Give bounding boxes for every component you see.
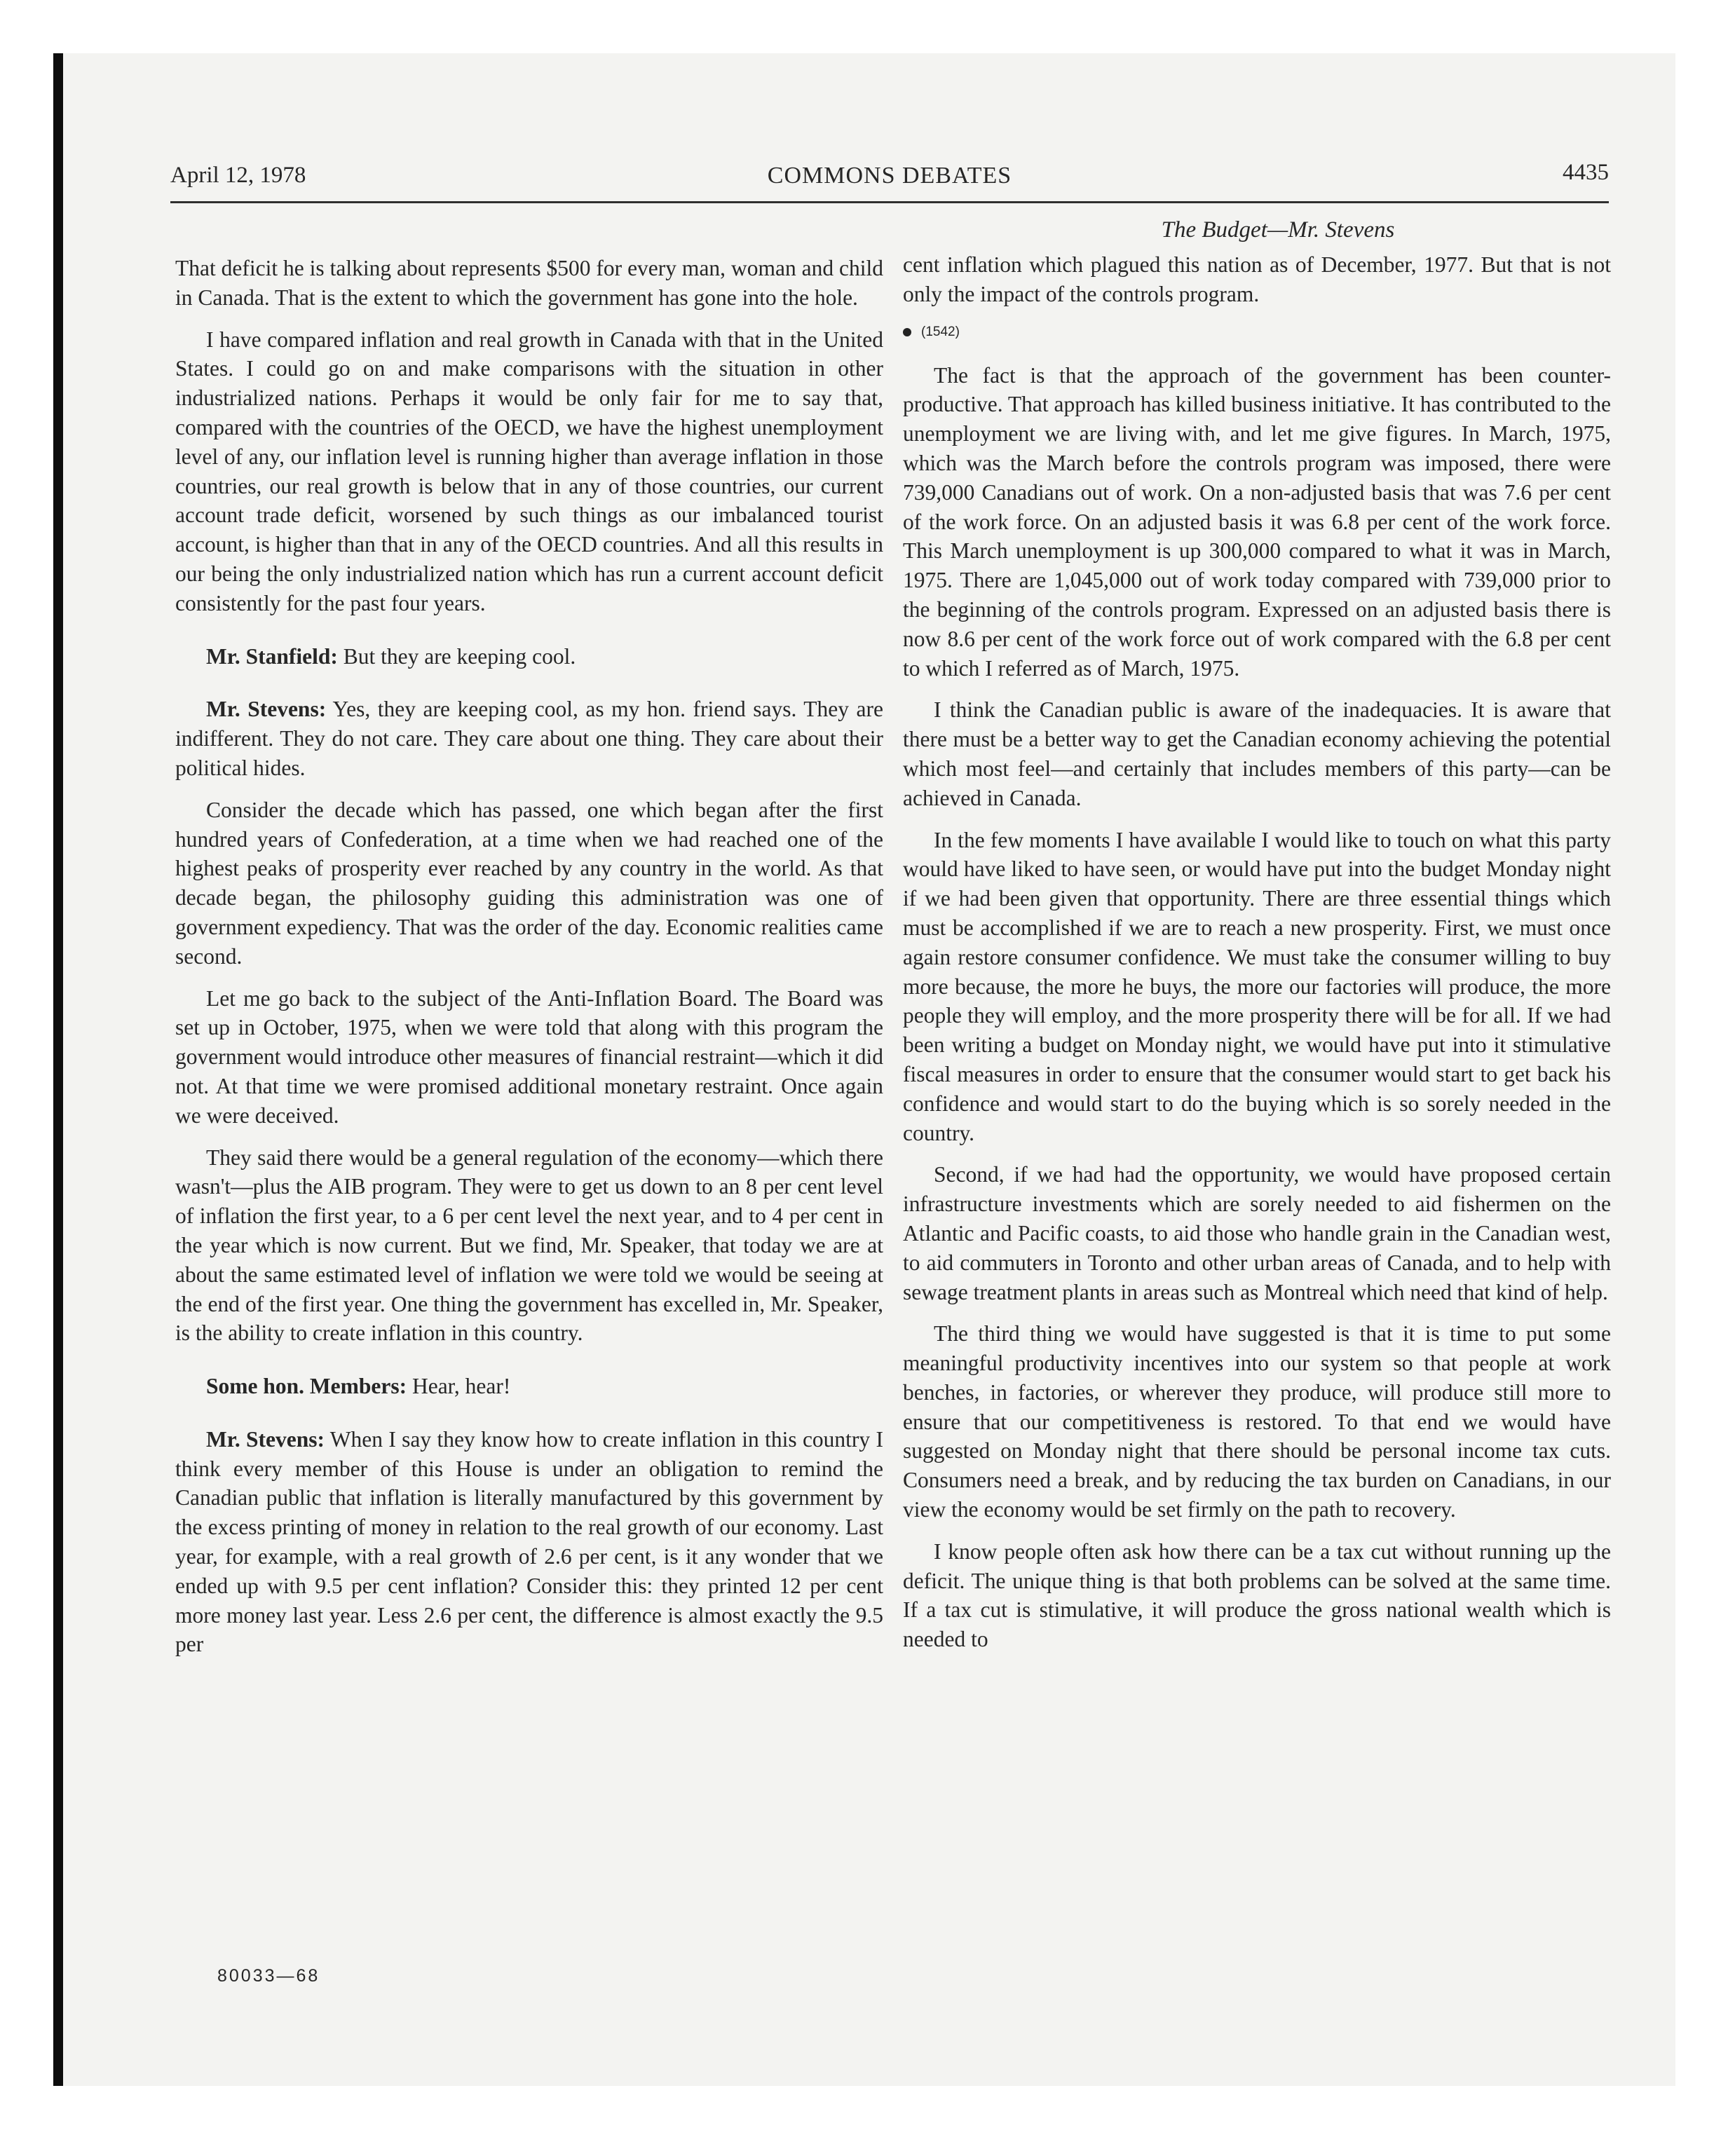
right-column [903,217,1611,1667]
paragraph: I know people often ask how there can be a tax cut without running up the deficit. The unique thing is that both problems can be solved at the same time. If a tax cut is stimulative, it will produce the gross national wealth which is needed to [903,1538,1611,1652]
speech-stevens [175,695,883,782]
paragraph: In the few moments I have available I would like to touch on what this party would have liked to have seen, or would have put into the budget Monday night if we had been given that opportunity. There are three essential things which must be accomplished if we are to reach a new prosperity. First, we must once again restore consumer confidence. We must take the consumer willing to buy more because, the more he buys, the more our factories will produce, the more people they will employ, and the more prosperity there will be for all. If we had been writing a budget on Monday night, we would have put into it stimulative fiscal measures in order to ensure that the consumer would start to get back his confidence and would start to do the buying which is so sorely needed in the country. [903,827,1611,1145]
timestamp-text: (1542) [921,324,960,339]
bullet-icon [903,328,911,336]
speech-members [175,1372,883,1401]
paragraph: I think the Canadian public is aware of the inadequacies. It is aware that there must be a better way to get the Canadian economy achieving the potential which most feel—and certainly that includes members of this party—can be achieved in Canada. [903,697,1611,810]
speaker-name: Some hon. Members: [206,1374,407,1399]
speech-text: When I say they know how to create inflation in this country I think every member of this House is under an obligation to remind the Canadian public that inflation is literally manufactured by this government by the excess printing of money in relation to the real growth of our economy. Last year, for example, with a real growth of 2.6 per cent, is it any wonder that we ended up with 9.5 per cent inflation? Consider this: they printed 12 per cent more money last year. Less 2.6 per cent, the difference is almost exactly the 9.5 per [175,1426,883,1657]
paragraph: cent inflation which plagued this nation as of December, 1977. But that is not only the impact of the controls program. [903,252,1611,306]
scan-edge-bar [53,53,63,2086]
timestamp-marker [903,325,1611,340]
paragraph: The fact is that the approach of the government has been counter-productive. That approach has killed business initiative. It has contributed to the unemployment we are living with, and let me give figures. In March, 1975, which was the March before the controls program was imposed, there were 739,000 Canadians out of work. On a non-adjusted basis that was 7.6 per cent of the work force. On an adjusted basis it was 6.8 per cent of the work force. This March unemployment is up 300,000 compared to what it was in March, 1975. There are 1,045,000 out of work today compared with 739,000 prior to the beginning of the controls program. Expressed on an adjusted basis there is now 8.6 per cent of the work force out of work compared with the 6.8 per cent to which I referred as of March, 1975. [903,362,1611,681]
header-date: April 12, 1978 [170,163,306,188]
running-head: The Budget—Mr. Stevens [1161,217,1395,243]
speaker-name: Mr. Stanfield: [206,643,338,669]
paragraph: Let me go back to the subject of the Anti-Inflation Board. The Board was set up in October, 1975, when we were told that along with this program the government would introduce other measures of financial restraint—which it did not. At that time we were promised additional monetary restraint. Once again we were deceived. [175,985,883,1128]
paragraph: I have compared inflation and real growth in Canada with that in the United States. I could go on and make comparisons with the situation in other industrialized nations. Perhaps it would be only fair for me to say that, compared with the countries of the OECD, we have the highest unemployment level of any, our inflation level is running higher than average inflation in those countries, our real growth is below that in any of those countries, our current account trade deficit, worsened by such things as our imbalanced tourist account, is higher than that in any of the OECD countries. And all this results in our being the only industrialized nation which has run a current account deficit consistently for the past four years. [175,327,883,615]
left-column [175,254,883,1672]
paragraph: Consider the decade which has passed, one which began after the first hundred years of Confederation, at a time when we had reached one of the highest peaks of prosperity ever reached by any country in the world. As that decade began, the philosophy guiding this administration was one of government expediency. That was the order of the day. Economic realities came second. [175,797,883,969]
speech-text: Hear, hear! [407,1374,511,1399]
speech-stevens [175,1425,883,1659]
header-page-number: 4435 [1563,160,1609,185]
header-rule [170,201,1609,203]
paragraph: They said there would be a general regulation of the economy—which there wasn't—plus the AIB program. They were to get us down to an 8 per cent level of inflation the first year, to a 6 per cent level the next year, and to 4 per cent in the year which is now current. But we find, Mr. Speaker, that today we are at about the same estimated level of inflation we were told we would be seeing at the end of the first year. One thing the government has excelled in, Mr. Speaker, is the ability to create inflation in this country. [175,1145,883,1346]
footer-code: 80033—68 [217,1966,320,1986]
header-title: COMMONS DEBATES [767,163,1012,189]
paragraph: The third thing we would have suggested is that it is time to put some meaningful productivity incentives into our system so that people at work benches, in factories, or wherever they produce, will produce still more to ensure that our competitiveness is restored. To that end we would have suggested on Monday night that there should be personal income tax cuts. Consumers need a break, and by reducing the tax burden on Canadians, in our view the economy would be set firmly on the path to recovery. [903,1321,1611,1522]
speech-text: Yes, they are keeping cool, as my hon. friend says. They are indifferent. They do not care. They care about one thing. They care about their political hides. [175,697,883,780]
speaker-name: Mr. Stevens: [206,697,327,722]
speech-stanfield [175,642,883,671]
speech-text: But they are keeping cool. [337,643,576,669]
paragraph: Second, if we had had the opportunity, we would have proposed certain infrastructure investments which are sorely needed to aid fishermen on the Atlantic and Pacific coasts, to aid those who handle grain in the Canadian west, to aid commuters in Toronto and other urban areas of Canada, and to help with sewage treatment plants in areas such as Montreal which need that kind of help. [903,1162,1611,1304]
paragraph: That deficit he is talking about represents $500 for every man, woman and child in Canada. That is the extent to which the government has gone into the hole. [175,256,883,310]
page-header [170,160,1609,205]
speaker-name: Mr. Stevens: [206,1426,325,1452]
